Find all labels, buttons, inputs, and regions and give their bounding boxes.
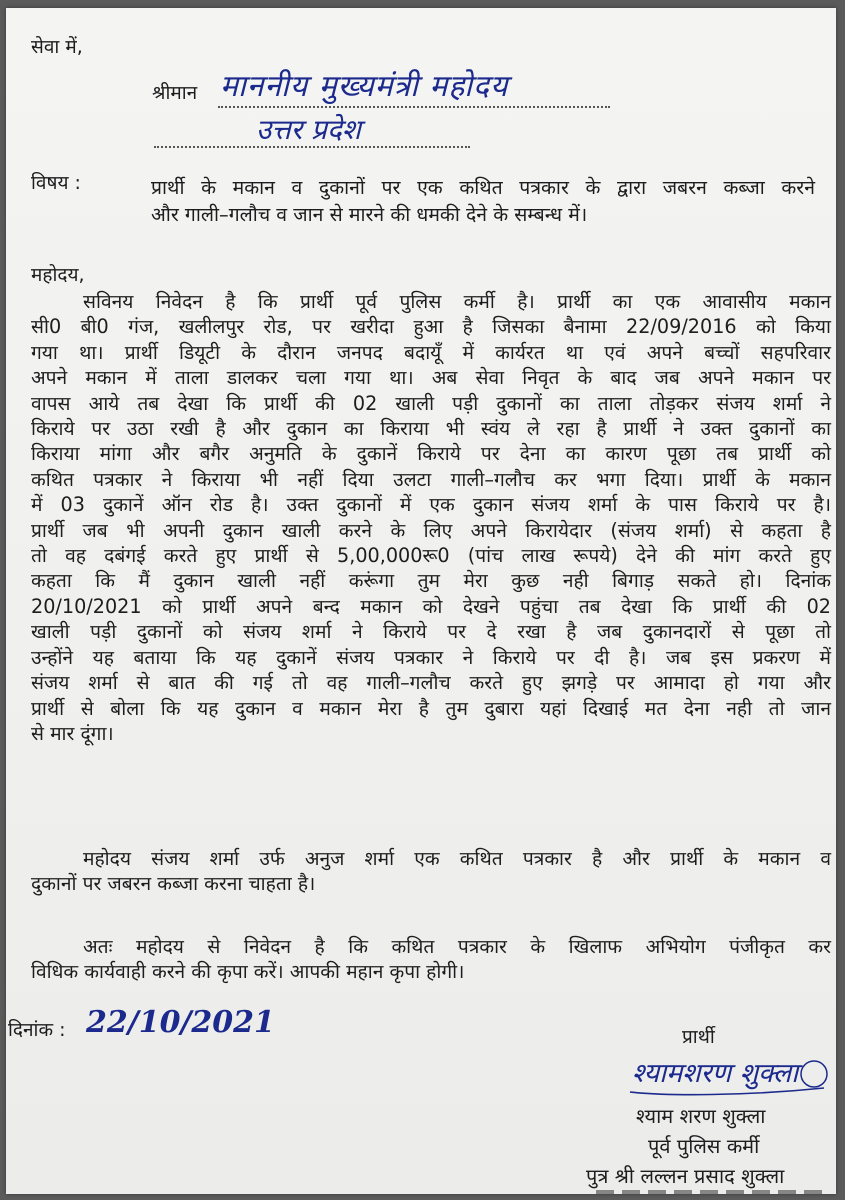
para2-line: महोदय संजय शर्मा उर्फ अनुज शर्मा एक कथित पत्रकार है और प्रार्थी के मकान व: [83, 847, 831, 870]
paragraph-2: [31, 846, 831, 897]
body-line: प्रार्थी से बोला कि यह दुकान व मकान मेरा है तुम दुबारा यहां दिखाई मत देना नही तो जान: [31, 696, 831, 720]
body-line: सविनय निवेदन है कि प्रार्थी पूर्व पुलिस कर्मी है। प्रार्थी का एक आवासीय मकान: [83, 290, 831, 313]
greeting: महोदय,: [31, 264, 85, 286]
body-line: उन्होंने यह बताया कि यह दुकानें संजय पत्रकार ने किराये पर दी है। जब इस प्रकरण में: [31, 645, 831, 669]
body-line: कथित पत्रकार ने किराया भी नहीं दिया उलटा गाली–गलौच कर भगा दिया। प्रार्थी के मकान: [31, 467, 831, 491]
body-line: गया था। प्रार्थी डियूटी के दौरान जनपद बदायूँ में कार्यरत था एवं अपने बच्चों सहपरिवार: [31, 340, 831, 364]
body-line: 20/10/2021 को प्रार्थी अपने बन्द मकान को देखने पहुंचा तब देखा कि प्रार्थी की 02: [31, 594, 831, 618]
signature-stroke-icon: [626, 1052, 831, 1100]
applicant-label: प्रार्थी: [682, 1026, 715, 1048]
body-line: कहता कि मैं दुकान खाली नहीं करूंगा तुम मेरा कुछ नही बिगाड़ सकते हो। दिनांक: [31, 569, 831, 593]
signature: श्यामशरण शुक्ला: [632, 1058, 799, 1089]
sender-name: श्याम शरण शुक्ला: [636, 1104, 766, 1128]
date-handwritten: 22/10/2021: [86, 1005, 275, 1040]
subject-line: प्रार्थी के मकान व दुकानों पर एक कथित पत्रकार के द्वारा जबरन कब्जा करने: [151, 176, 815, 199]
addressee-location: उत्तर प्रदेश: [256, 113, 361, 146]
cut-off-text-fragment: [596, 1190, 826, 1194]
body-paragraph: [31, 289, 831, 746]
body-line: तो वह दबंगई करते हुए प्रार्थी से 5,00,000रू0 (पांच लाख रूपये) देने की मांग करते हुए: [31, 544, 831, 568]
para3-line: अतः महोदय से निवेदन है कि कथित पत्रकार के खिलाफ अभियोग पंजीकृत कर: [83, 935, 831, 958]
subject-label: विषय :: [31, 172, 81, 194]
body-line: किराये पर उठा रखी है और दुकान का किराया भी स्वंय ले रहा है प्रार्थी ने उक्त दुकानों का: [31, 417, 831, 441]
body-line: में 03 दुकानें ऑन रोड है। उक्त दुकानों में एक दुकान संजय शर्मा के पास किराये पर है।: [31, 493, 831, 517]
addressee-handwritten: माननीय मुख्यमंत्री महोदय: [220, 69, 509, 104]
subject-line: और गाली–गलौच व जान से मारने की धमकी देने के सम्बन्ध में।: [151, 203, 588, 226]
body-line: वापस आये तब देखा कि प्रार्थी की 02 खाली पड़ी दुकानों का ताला तोड़कर संजय शर्मा ने: [31, 391, 831, 415]
para2-line: दुकानों पर जबरन कब्जा करना चाहता है।: [31, 872, 316, 896]
body-line: खाली पड़ी दुकानों को संजय शर्मा ने किराये पर दे रखा है जब दुकानदारों से पूछा तो: [31, 620, 831, 644]
body-line: प्रार्थी जब भी अपनी दुकान खाली करने के लिए अपने किरायेदार (संजय शर्मा) से कहता है: [31, 518, 831, 542]
body-line: संजय शर्मा से बात की गई तो वह गाली–गलौच करते हुए झगड़े पर आमादा हो गया और: [31, 671, 831, 695]
body-line: सी0 बी0 गंज, खलीलपुर रोड, पर खरीदा हुआ है जिसका बैनामा 22/09/2016 को किया: [31, 315, 831, 339]
letter-page: [6, 8, 836, 1194]
sender-parent: पुत्र श्री लल्लन प्रसाद शुक्ला: [586, 1164, 785, 1188]
subject-text: [151, 174, 815, 228]
dotted-line-1: [218, 106, 610, 108]
body-line: से मार दूंगा।: [31, 721, 114, 745]
paragraph-3: [31, 934, 831, 985]
body-line: किराया मांगा और बगैर अनुमति के दुकानें किराये पर देना का कारण पूछा तब प्रार्थी को: [31, 442, 831, 466]
body-line: अपने मकान में ताला डालकर चला गया था। अब सेवा निवृत के बाद जब अपने मकान पर: [31, 366, 831, 390]
addressee-prefix: श्रीमान: [152, 82, 198, 104]
sender-title: पूर्व पुलिस कर्मी: [648, 1134, 760, 1158]
para3-line: विधिक कार्यवाही करने की कृपा करें। आपकी महान कृपा होगी।: [31, 960, 465, 984]
salutation-top: सेवा में,: [31, 36, 83, 58]
dotted-line-2: [154, 146, 470, 148]
date-label: दिनांक :: [8, 1019, 66, 1041]
